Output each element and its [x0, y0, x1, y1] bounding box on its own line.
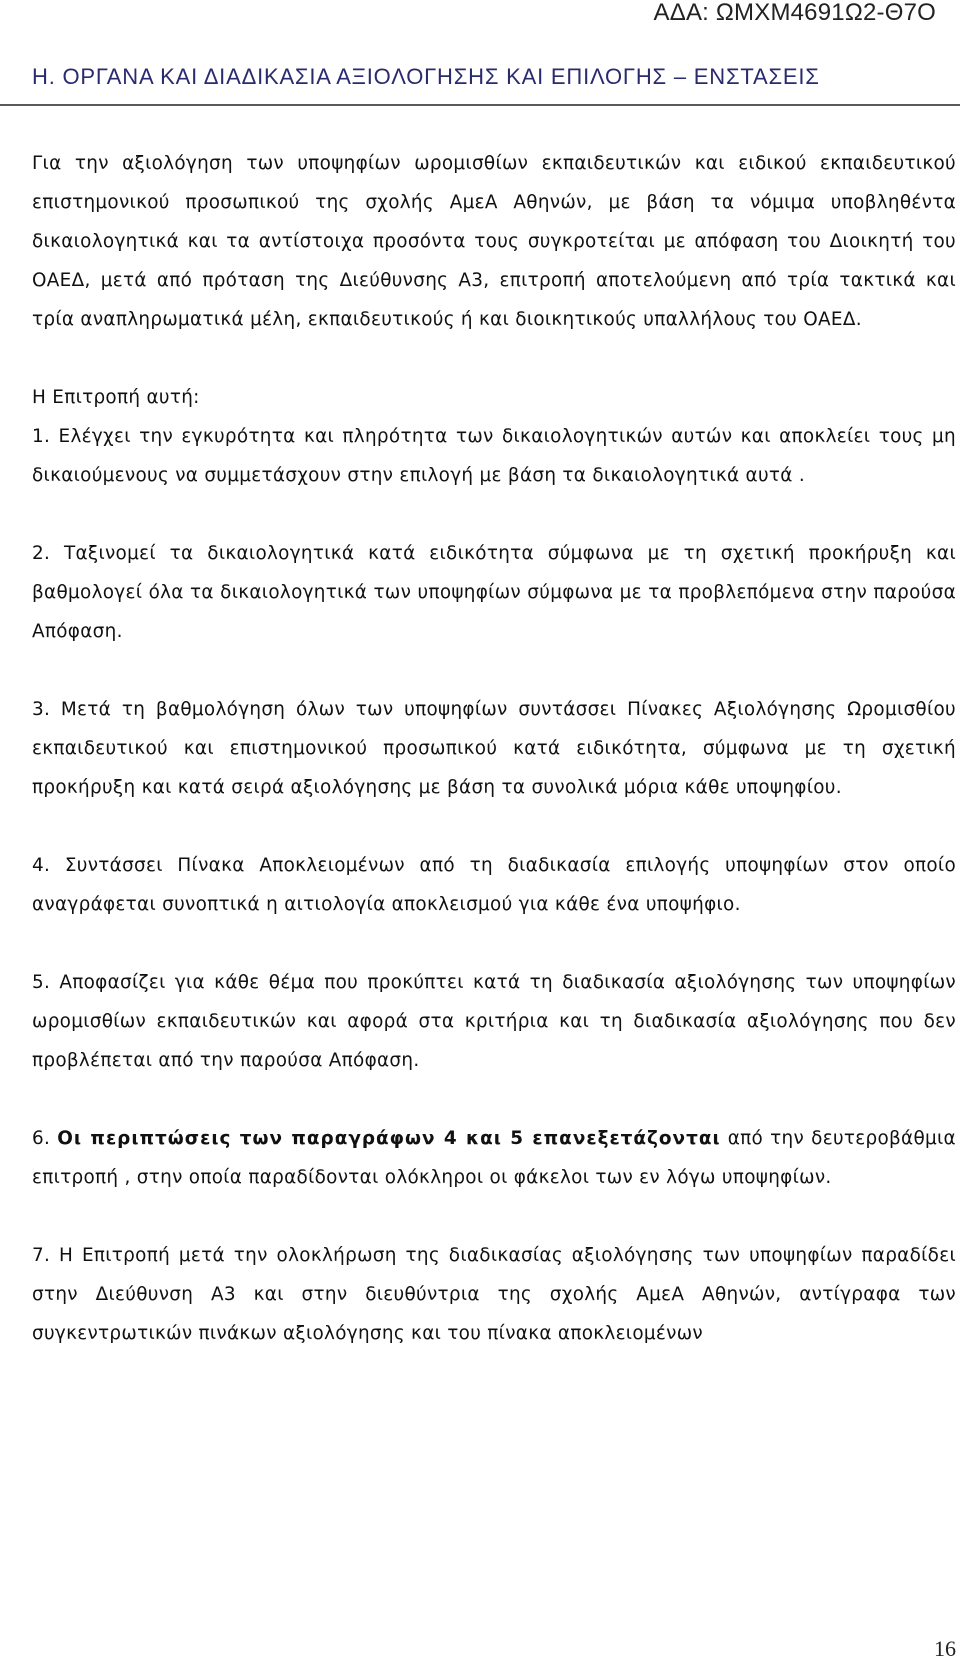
committee-label: Η Επιτροπή αυτή: — [32, 387, 200, 408]
item-3: 3. Μετά τη βαθμολόγηση όλων των υποψηφίων συντάσσει Πίνακες Αξιολόγησης Ωρομισθίου εκπαιδευτικού και επιστημονικού προσωπικού κατά ειδικότητα, σύμφωνα με τη σχετική προκήρυξη και κατά σειρά αξιολόγησης με βάση τα συνολικά μόρια κάθε υποψηφίου. — [32, 699, 956, 798]
page-number: 16 — [934, 1636, 956, 1661]
document-body — [32, 144, 956, 1353]
ada-code: ΑΔΑ: ΩΜΧΜ4691Ω2-Θ7Ο — [653, 0, 936, 26]
section-title: Η. ΟΡΓΑΝΑ ΚΑΙ ΔΙΑΔΙΚΑΣΙΑ ΑΞΙΟΛΟΓΗΣΗΣ ΚΑΙ ΕΠΙΛΟΓΗΣ – ΕΝΣΤΑΣΕΙΣ — [32, 64, 820, 89]
item-7: 7. Η Επιτροπή μετά την ολοκλήρωση της διαδικασίας αξιολόγησης των υποψηφίων παραδίδει στην Διεύθυνση Α3 και στην διευθύντρια της σχολής ΑμεΑ Αθηνών, αντίγραφα των συγκεντρωτικών πινάκων αξιολόγησης και του πίνακα αποκλειομένων — [32, 1245, 956, 1344]
item-6 — [32, 1119, 956, 1197]
item-6-text: από την δευτεροβάθμια επιτροπή , στην οποία παραδίδονται ολόκληροι οι φάκελοι των εν λόγω υποψηφίων. — [32, 1128, 956, 1188]
item-2: 2. Ταξινομεί τα δικαιολογητικά κατά ειδικότητα σύμφωνα με τη σχετική προκήρυξη και βαθμολογεί όλα τα δικαιολογητικά των υποψηφίων σύμφωνα με τα προβλεπόμενα στην παρούσα Απόφαση. — [32, 543, 956, 642]
item-5: 5. Αποφασίζει για κάθε θέμα που προκύπτει κατά τη διαδικασία αξιολόγησης των υποψηφίων ωρομισθίων εκπαιδευτικών και αφορά στα κριτήρια και τη διαδικασία αξιολόγησης που δεν προβλέπεται από την παρούσα Απόφαση. — [32, 972, 956, 1071]
item-4: 4. Συντάσσει Πίνακα Αποκλειομένων από τη διαδικασία επιλογής υποψηφίων στον οποίο αναγράφεται συνοπτικά η αιτιολογία αποκλεισμού για κάθε ένα υποψήφιο. — [32, 855, 956, 915]
item-6-number: 6. — [32, 1128, 51, 1149]
heading-divider — [0, 104, 960, 106]
intro-paragraph: Για την αξιολόγηση των υποψηφίων ωρομισθίων εκπαιδευτικών και ειδικού εκπαιδευτικού επιστημονικού προσωπικού της σχολής ΑμεΑ Αθηνών, με βάση τα νόμιμα υποβληθέντα δικαιολογητικά και τα αντίστοιχα προσόντα τους συγκροτείται με απόφαση του Διοικητή του ΟΑΕΔ, μετά από πρόταση της Διεύθυνσης Α3, επιτροπή αποτελούμενη από τρία τακτικά και τρία αναπληρωματικά μέλη, εκπαιδευτικούς ή και διοικητικούς υπαλλήλους του ΟΑΕΔ. — [32, 153, 956, 330]
item-6-bold-text: Οι περιπτώσεις των παραγράφων 4 και 5 επανεξετάζονται — [57, 1128, 721, 1149]
item-1: 1. Ελέγχει την εγκυρότητα και πληρότητα των δικαιολογητικών αυτών και αποκλείει τους μη δικαιούμενους να συμμετάσχουν στην επιλογή με βάση τα δικαιολογητικά αυτά . — [32, 426, 956, 486]
